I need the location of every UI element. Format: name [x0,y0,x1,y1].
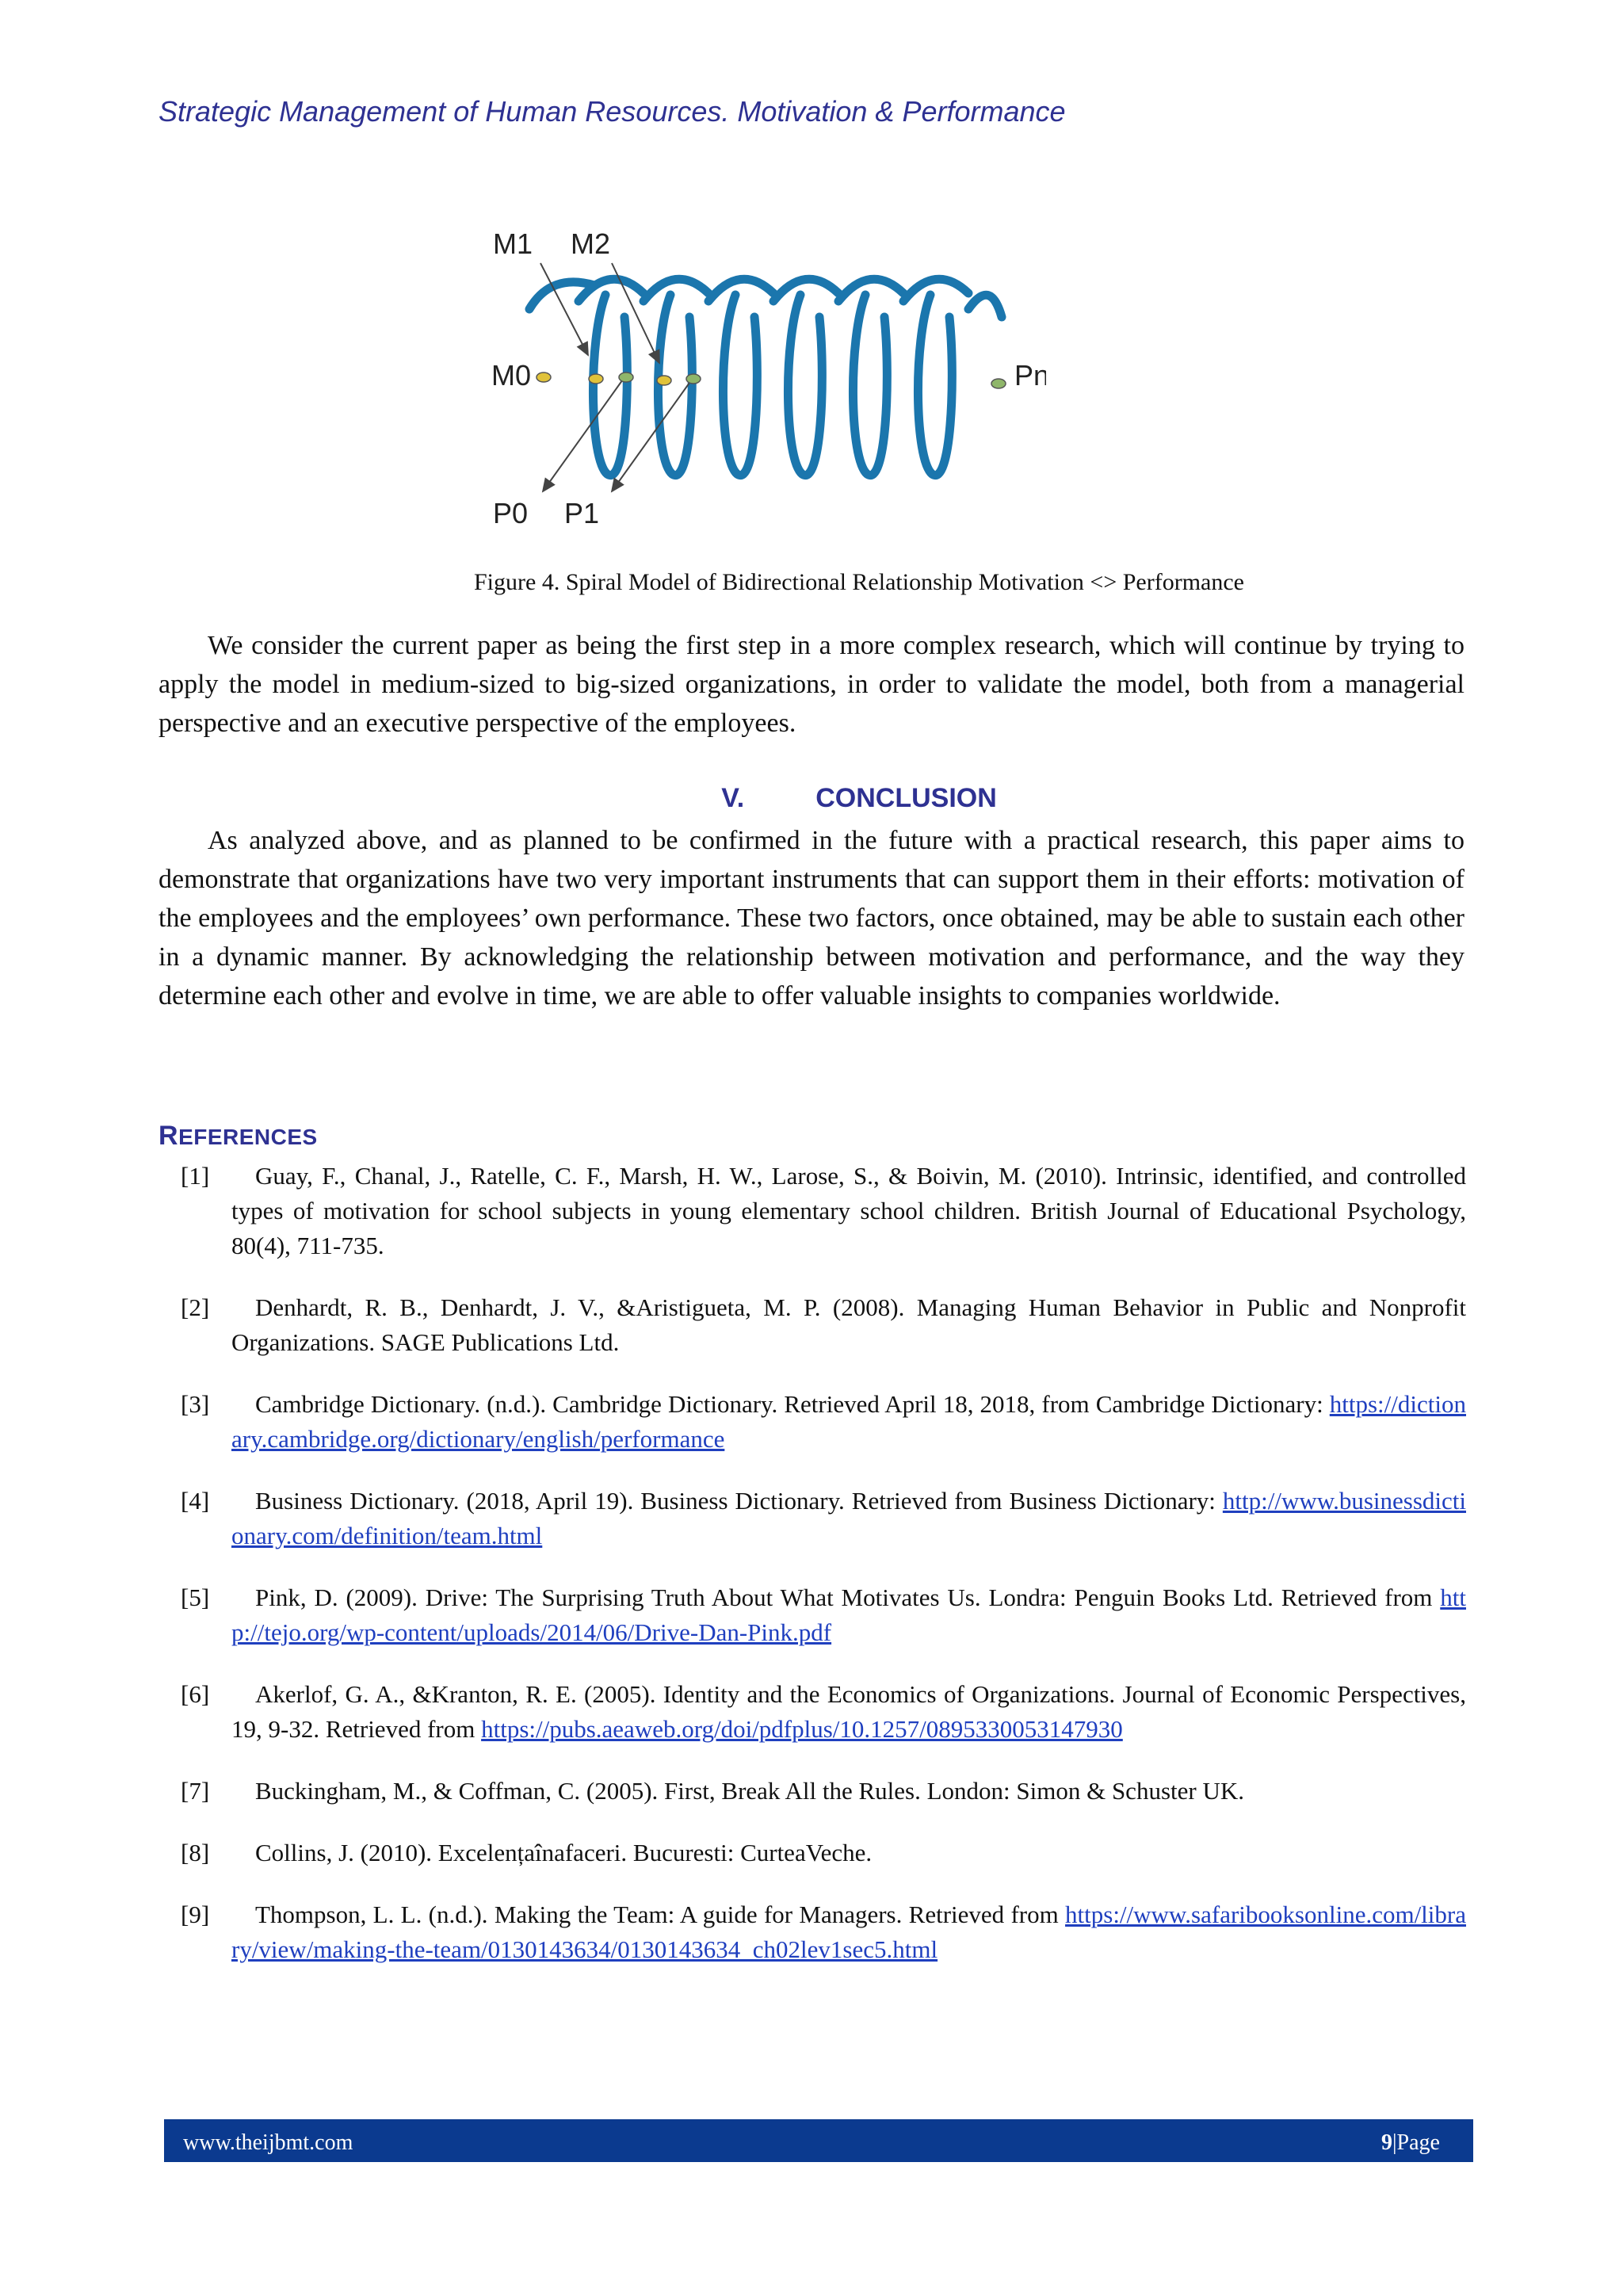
reference-item [158,1387,1466,1457]
reference-body [231,1159,1466,1263]
spiral-diagram [475,222,1046,539]
footer-page-number [1381,2130,1440,2156]
arrow-m2 [612,263,659,363]
dot-p0 [619,372,633,382]
references-heading-rest: EFERENCES [178,1125,318,1149]
reference-body [231,1836,1466,1870]
reference-item [158,1677,1466,1747]
spiral-coil [853,295,887,476]
reference-body [231,1290,1466,1360]
dot-m0 [537,372,551,382]
dot-pn [991,379,1006,388]
reference-text: Pink, D. (2009). Drive: The Surprising Truth About What Motivates Us. Londra: Penguin Books Ltd. Retrieved from [255,1584,1441,1611]
spiral-top-arc [643,279,708,301]
reference-number: [3] [181,1390,210,1418]
label-p0: P0 [493,497,529,529]
reference-item [158,1484,1466,1553]
reference-item [158,1897,1466,1967]
reference-text: Buckingham, M., & Coffman, C. (2005). First, Break All the Rules. London: Simon & Schuster UK. [255,1777,1244,1805]
reference-body [231,1677,1466,1747]
reference-body [231,1580,1466,1650]
reference-body [231,1387,1466,1457]
reference-number: [1] [181,1162,210,1190]
reference-body [231,1897,1466,1967]
references-heading [158,1121,318,1152]
arrow-m1 [540,263,588,355]
reference-link[interactable]: https://www.safaribooksonline.com/library/view/making-the-team/0130143634/0130143634_ch02lev1sec5.html [231,1901,1466,1963]
reference-number: [9] [181,1901,210,1928]
label-pn: Pn [1014,359,1046,392]
paragraph-conclusion: As analyzed above, and as planned to be confirmed in the future with a practical research, this paper aims to demonstrate that organizations have two very important instruments that can support them in their efforts: motivation of the employees and the employees’ own performance. These two factors, once obtained, may be able to sustain each other in a dynamic manner. By acknowledging the relationship between motivation and performance, and the way they determine each other and evolve in time, we are able to offer valuable insights to companies worldwide. [158,826,1465,1010]
section-heading [0,783,1623,814]
page-number: 9 [1381,2130,1392,2155]
reference-text: Cambridge Dictionary. (n.d.). Cambridge Dictionary. Retrieved April 18, 2018, from Cambridge Dictionary: [255,1390,1330,1418]
spiral-coil [918,295,952,476]
reference-number: [4] [181,1487,210,1515]
label-m0: M0 [491,359,532,392]
reference-text: Thompson, L. L. (n.d.). Making the Team: A guide for Managers. Retrieved from [255,1901,1066,1928]
running-head: Strategic Management of Human Resources. Motivation & Performance [158,95,1066,128]
figure-caption [0,569,1623,596]
figure-caption-text: Figure 4. Spiral Model of Bidirectional Relationship Motivation <> Performance [474,569,1244,595]
reference-text: Denhardt, R. B., Denhardt, J. V., &Aristigueta, M. P. (2008). Managing Human Behavior in Public and Nonprofit Organizations. SAGE Publications Ltd. [231,1293,1466,1356]
reference-link[interactable]: https://dictionary.cambridge.org/dictionary/english/performance [231,1390,1466,1453]
reference-body [231,1774,1466,1809]
reference-text: Guay, F., Chanal, J., Ratelle, C. F., Marsh, H. W., Larose, S., & Boivin, M. (2010). Intrinsic, identified, and controlled types of motivation for school subjects in young elementary school children. British Journal of Educational Psychology, 80(4), 711-735. [231,1162,1466,1259]
reference-item [158,1774,1466,1809]
page-label: |Page [1392,2130,1440,2155]
reference-text: Collins, J. (2010). Excelențaînafaceri. Bucuresti: CurteaVeche. [255,1839,873,1866]
dot-m2 [657,376,671,385]
spiral-top-arc [773,279,838,301]
reference-number: [2] [181,1293,210,1321]
reference-number: [7] [181,1777,210,1805]
label-p1: P1 [564,497,600,529]
section-number: V. [721,783,745,813]
reference-item [158,1836,1466,1870]
references-heading-initial: R [158,1121,179,1151]
references-list [158,1159,1466,1994]
reference-link[interactable]: http://www.businessdictionary.com/definition/team.html [231,1487,1466,1549]
label-m2: M2 [571,227,611,260]
spiral-coil [593,295,627,476]
spiral-coil [723,295,757,476]
spiral-top-arc [838,279,903,301]
reference-body [231,1484,1466,1553]
reference-text: Akerlof, G. A., &Kranton, R. E. (2005). Identity and the Economics of Organizations. Journal of Economic Perspectives, 19, 9-32. Retrieved from [231,1680,1466,1743]
spiral-model-figure [475,222,1046,539]
spiral-top-arc [903,279,968,301]
page-footer [164,2119,1473,2162]
dot-p1 [686,374,701,384]
spiral-end [968,295,1002,317]
spiral-top-arc [708,279,773,301]
paragraph-future-research: We consider the current paper as being the first step in a more complex research, which will continue by trying to apply the model in medium-sized to big-sized organizations, in order to validate the model, both from a managerial perspective and an executive perspective of the employees. [158,631,1465,738]
reference-number: [5] [181,1584,210,1611]
footer-site[interactable]: www.theijbmt.com [183,2130,353,2155]
spiral-coil [788,295,822,476]
reference-item [158,1580,1466,1650]
label-m1: M1 [493,227,533,260]
dot-m1 [589,374,603,384]
reference-number: [6] [181,1680,210,1708]
reference-item [158,1290,1466,1360]
reference-text: Business Dictionary. (2018, April 19). Business Dictionary. Retrieved from Business Dictionary: [255,1487,1223,1515]
reference-number: [8] [181,1839,210,1866]
reference-item [158,1159,1466,1263]
reference-link[interactable]: http://tejo.org/wp-content/uploads/2014/06/Drive-Dan-Pink.pdf [231,1584,1466,1646]
reference-link[interactable]: https://pubs.aeaweb.org/doi/pdfplus/10.1257/0895330053147930 [481,1715,1123,1743]
section-title: CONCLUSION [815,783,997,813]
